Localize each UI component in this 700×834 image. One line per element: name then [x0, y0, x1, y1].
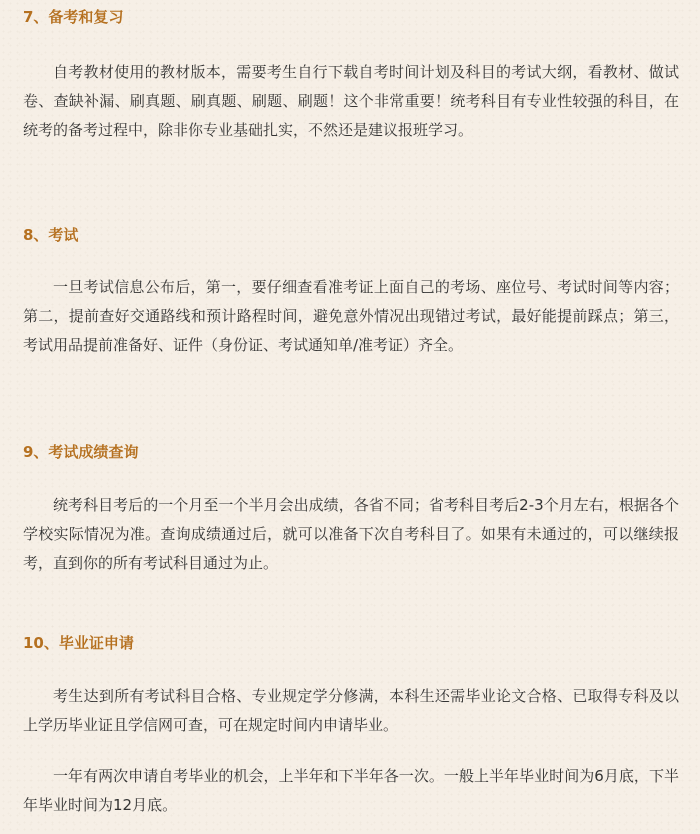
section-paragraph-prep: 自考教材使用的教材版本，需要考生自行下载自考时间计划及科目的考试大纲，看教材、做试卷、查缺补漏、刷真题、刷真题、刷题、刷题！这个非常重要！统考科目有专业性较强的科目，在统考的备考过程中，除非你专业基础扎实，不然还是建议报班学习。 [23, 63, 679, 139]
section-paragraph-graduation-2: 一年有两次申请自考毕业的机会，上半年和下半年各一次。一般上半年毕业时间为6月底，下半年毕业时间为12月底。 [23, 767, 679, 814]
section-paragraph-score: 统考科目考后的一个月至一个半月会出成绩，各省不同；省考科目考后2-3个月左右，根据各个学校实际情况为准。查询成绩通过后，就可以准备下次自考科目了。如果有未通过的，可以继续报考，直到你的所有考试科目通过为止。 [23, 496, 679, 572]
section-heading-prep: 7、备考和复习 [23, 8, 124, 26]
section-heading-score: 9、考试成绩查询 [23, 443, 139, 461]
section-paragraph-exam: 一旦考试信息公布后，第一，要仔细查看准考证上面自己的考场、座位号、考试时间等内容；第二，提前查好交通路线和预计路程时间，避免意外情况出现错过考试，最好能提前踩点；第三，考试用品提前准备好、证件（身份证、考试通知单/准考证）齐全。 [23, 278, 679, 354]
section-heading-exam: 8、考试 [23, 226, 79, 244]
section-paragraph-graduation-1: 考生达到所有考试科目合格、专业规定学分修满，本科生还需毕业论文合格、已取得专科及以上学历毕业证且学信网可查，可在规定时间内申请毕业。 [23, 687, 679, 734]
section-heading-graduation: 10、毕业证申请 [23, 634, 134, 652]
